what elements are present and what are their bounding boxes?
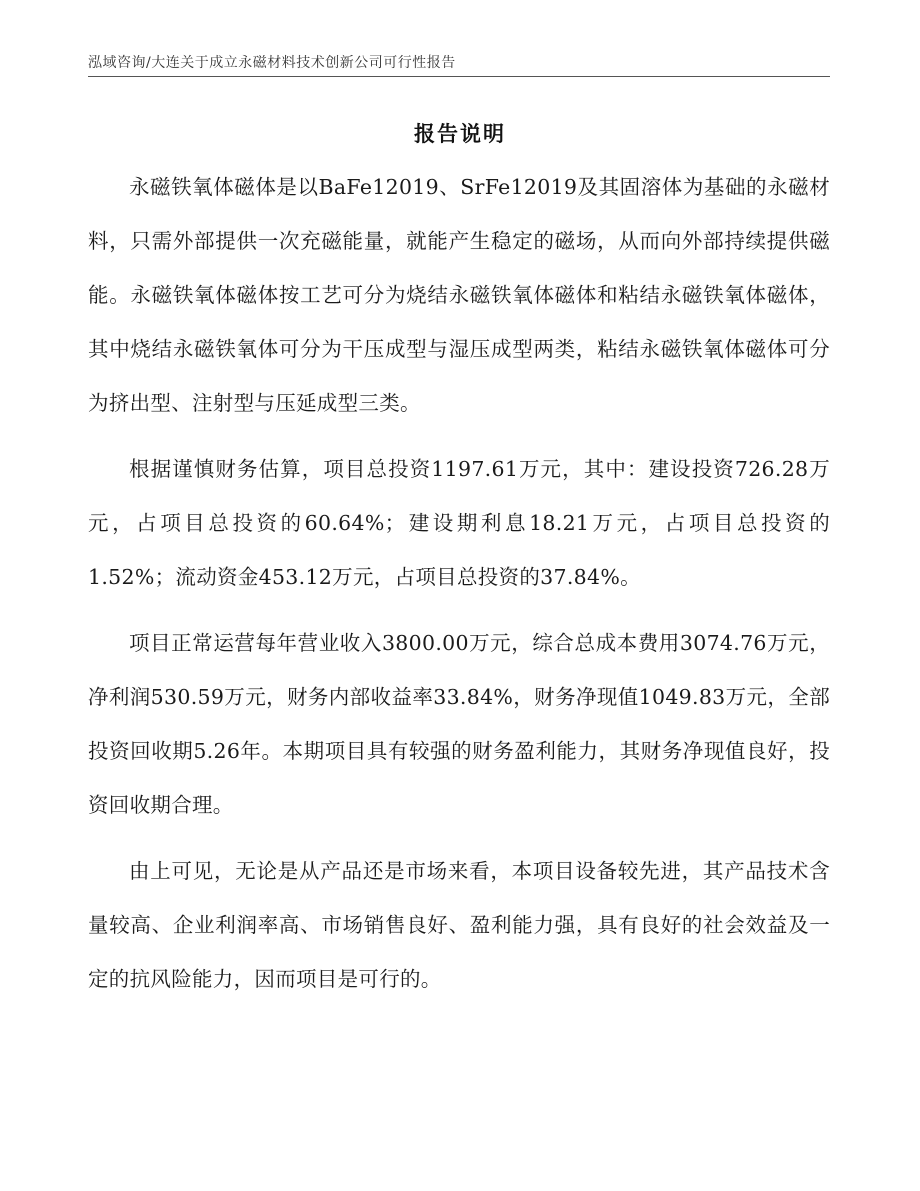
paragraph-conclusion: 由上可见，无论是从产品还是市场来看，本项目设备较先进，其产品技术含量较高、企业利润率高、市场销售良好、盈利能力强，具有良好的社会效益及一定的抗风险能力，因而项目是可行的。 [88, 859, 830, 991]
document-body [88, 160, 830, 1018]
paragraph-investment: 根据谨慎财务估算，项目总投资1197.61万元，其中：建设投资726.28万元，占项目总投资的60.64%；建设期利息18.21万元，占项目总投资的1.52%；流动资金453.12万元，占项目总投资的37.84%。 [88, 457, 830, 589]
paragraph-revenue: 项目正常运营每年营业收入3800.00万元，综合总成本费用3074.76万元，净利润530.59万元，财务内部收益率33.84%，财务净现值1049.83万元，全部投资回收期5.26年。本期项目具有较强的财务盈利能力，其财务净现值良好，投资回收期合理。 [88, 631, 830, 817]
header-divider [88, 76, 830, 77]
running-header: 泓域咨询/大连关于成立永磁材料技术创新公司可行性报告 [88, 55, 456, 71]
page-title: 报告说明 [414, 121, 506, 146]
paragraph-intro: 永磁铁氧体磁体是以BaFe12019、SrFe12019及其固溶体为基础的永磁材料，只需外部提供一次充磁能量，就能产生稳定的磁场，从而向外部持续提供磁能。永磁铁氧体磁体按工艺可分为烧结永磁铁氧体磁体和粘结永磁铁氧体磁体，其中烧结永磁铁氧体可分为干压成型与湿压成型两类，粘结永磁铁氧体磁体可分为挤出型、注射型与压延成型三类。 [88, 175, 830, 415]
